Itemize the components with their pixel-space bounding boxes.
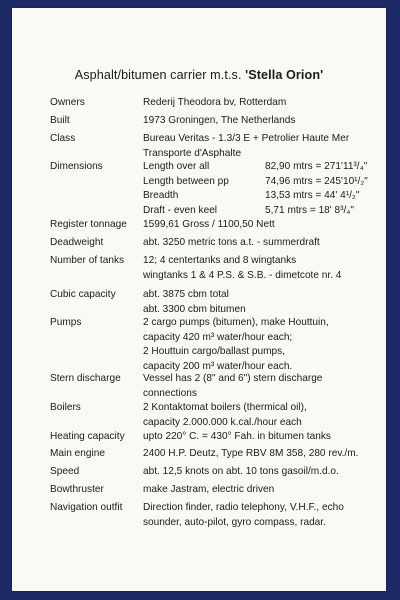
dimension-name: Length over all — [143, 161, 210, 172]
spec-label: Built — [50, 115, 70, 126]
spec-value-line: Direction finder, radio telephony, V.H.F., echo — [143, 502, 344, 513]
spec-value-line: Vessel has 2 (8" and 6") stern discharge — [143, 373, 323, 384]
spec-value-line: Rederij Theodora bv, Rotterdam — [143, 97, 287, 108]
spec-value — [143, 401, 383, 430]
spec-value — [143, 288, 383, 317]
spec-value-line: 1973 Groningen, The Netherlands — [143, 115, 296, 126]
spec-value-line: capacity 2.000.000 k.cal./hour each — [143, 416, 302, 428]
dimension-value: 5,71 mtrs = 18' 8³/₄" — [265, 204, 355, 216]
spec-label: Dimensions — [50, 161, 103, 172]
spec-value — [143, 96, 383, 111]
spec-value — [143, 114, 383, 129]
dimension-line — [143, 175, 383, 190]
spec-value-line: make Jastram, electric driven — [143, 484, 275, 495]
spec-label: Heating capacity — [50, 431, 125, 442]
dimension-name: Draft - even keel — [143, 204, 218, 216]
spec-value-line: 1599,61 Gross / 1100,50 Nett — [143, 219, 275, 230]
spec-value-line: 2 cargo pumps (bitumen), make Houttuin, — [143, 317, 329, 328]
spec-value — [143, 218, 383, 233]
spec-label: Deadweight — [50, 237, 104, 248]
spec-value-line: capacity 200 m³ water/hour each. — [143, 360, 293, 372]
spec-value-line: Transporte d'Asphalte — [143, 147, 242, 159]
dimension-value: 13,53 mtrs = 44' 4¹/₂" — [265, 190, 360, 202]
spec-value-line: capacity 420 m³ water/hour each; — [143, 331, 293, 343]
spec-label: Navigation outfit — [50, 502, 123, 513]
spec-value-line: 2 Houttuin cargo/ballast pumps, — [143, 346, 285, 358]
spec-label: Number of tanks — [50, 255, 125, 266]
spec-label: Register tonnage — [50, 219, 127, 230]
spec-value-line: 12; 4 centertanks and 8 wingtanks — [143, 255, 297, 266]
dimension-name: Length between pp — [143, 175, 229, 187]
spec-value-line: sounder, auto-pilot, gyro compass, radar. — [143, 516, 326, 528]
page-title — [12, 68, 386, 82]
dimension-line — [143, 189, 383, 204]
spec-value-line: upto 220° C. = 430° Fah. in bitumen tanks — [143, 431, 331, 442]
dimension-value: 82,90 mtrs = 271'11³/₄" — [265, 161, 368, 172]
spec-value — [143, 254, 383, 283]
spec-label: Class — [50, 133, 76, 144]
spec-value — [143, 483, 383, 498]
dimension-name: Breadth — [143, 190, 179, 202]
spec-label: Cubic capacity — [50, 289, 116, 300]
dimension-line — [143, 160, 383, 175]
spec-value-line: abt. 3875 cbm total — [143, 289, 229, 300]
spec-value — [143, 316, 383, 374]
spec-label: Stern discharge — [50, 373, 121, 384]
spec-label: Main engine — [50, 448, 105, 459]
title-prefix: Asphalt/bitumen carrier m.t.s. — [74, 68, 246, 82]
spec-value — [143, 132, 383, 161]
ship-name: 'Stella Orion' — [245, 68, 324, 82]
dimension-value: 74,96 mtrs = 245'10¹/₂" — [265, 175, 368, 187]
spec-label: Bowthruster — [50, 484, 104, 495]
spec-value — [143, 465, 383, 480]
spec-value — [143, 372, 383, 401]
spec-value-line: abt. 12,5 knots on abt. 10 tons gasoil/m.d.o. — [143, 466, 339, 477]
spec-value — [143, 447, 383, 462]
spec-label: Pumps — [50, 317, 82, 328]
spec-label: Owners — [50, 97, 85, 108]
spec-value — [143, 236, 383, 251]
spec-label: Speed — [50, 466, 80, 477]
spec-value-line: connections — [143, 387, 197, 399]
spec-value-line: abt. 3300 cbm bitumen — [143, 303, 246, 315]
spec-value — [143, 501, 383, 530]
spec-label: Boilers — [50, 402, 81, 413]
spec-value — [143, 430, 383, 445]
spec-value-line: abt. 3250 metric tons a.t. - summerdraft — [143, 237, 320, 248]
spec-value — [143, 160, 383, 218]
spec-value-line: 2400 H.P. Deutz, Type RBV 8M 358, 280 rev./m. — [143, 448, 359, 459]
spec-sheet-card — [12, 8, 386, 591]
spec-value-line: wingtanks 1 & 4 P.S. & S.B. - dimetcote nr. 4 — [143, 269, 342, 281]
spec-value-line: 2 Kontaktomat boilers (thermical oil), — [143, 402, 307, 413]
dimension-line — [143, 204, 383, 219]
spec-value-line: Bureau Veritas - 1.3/3 E + Petrolier Haute Mer — [143, 133, 350, 144]
